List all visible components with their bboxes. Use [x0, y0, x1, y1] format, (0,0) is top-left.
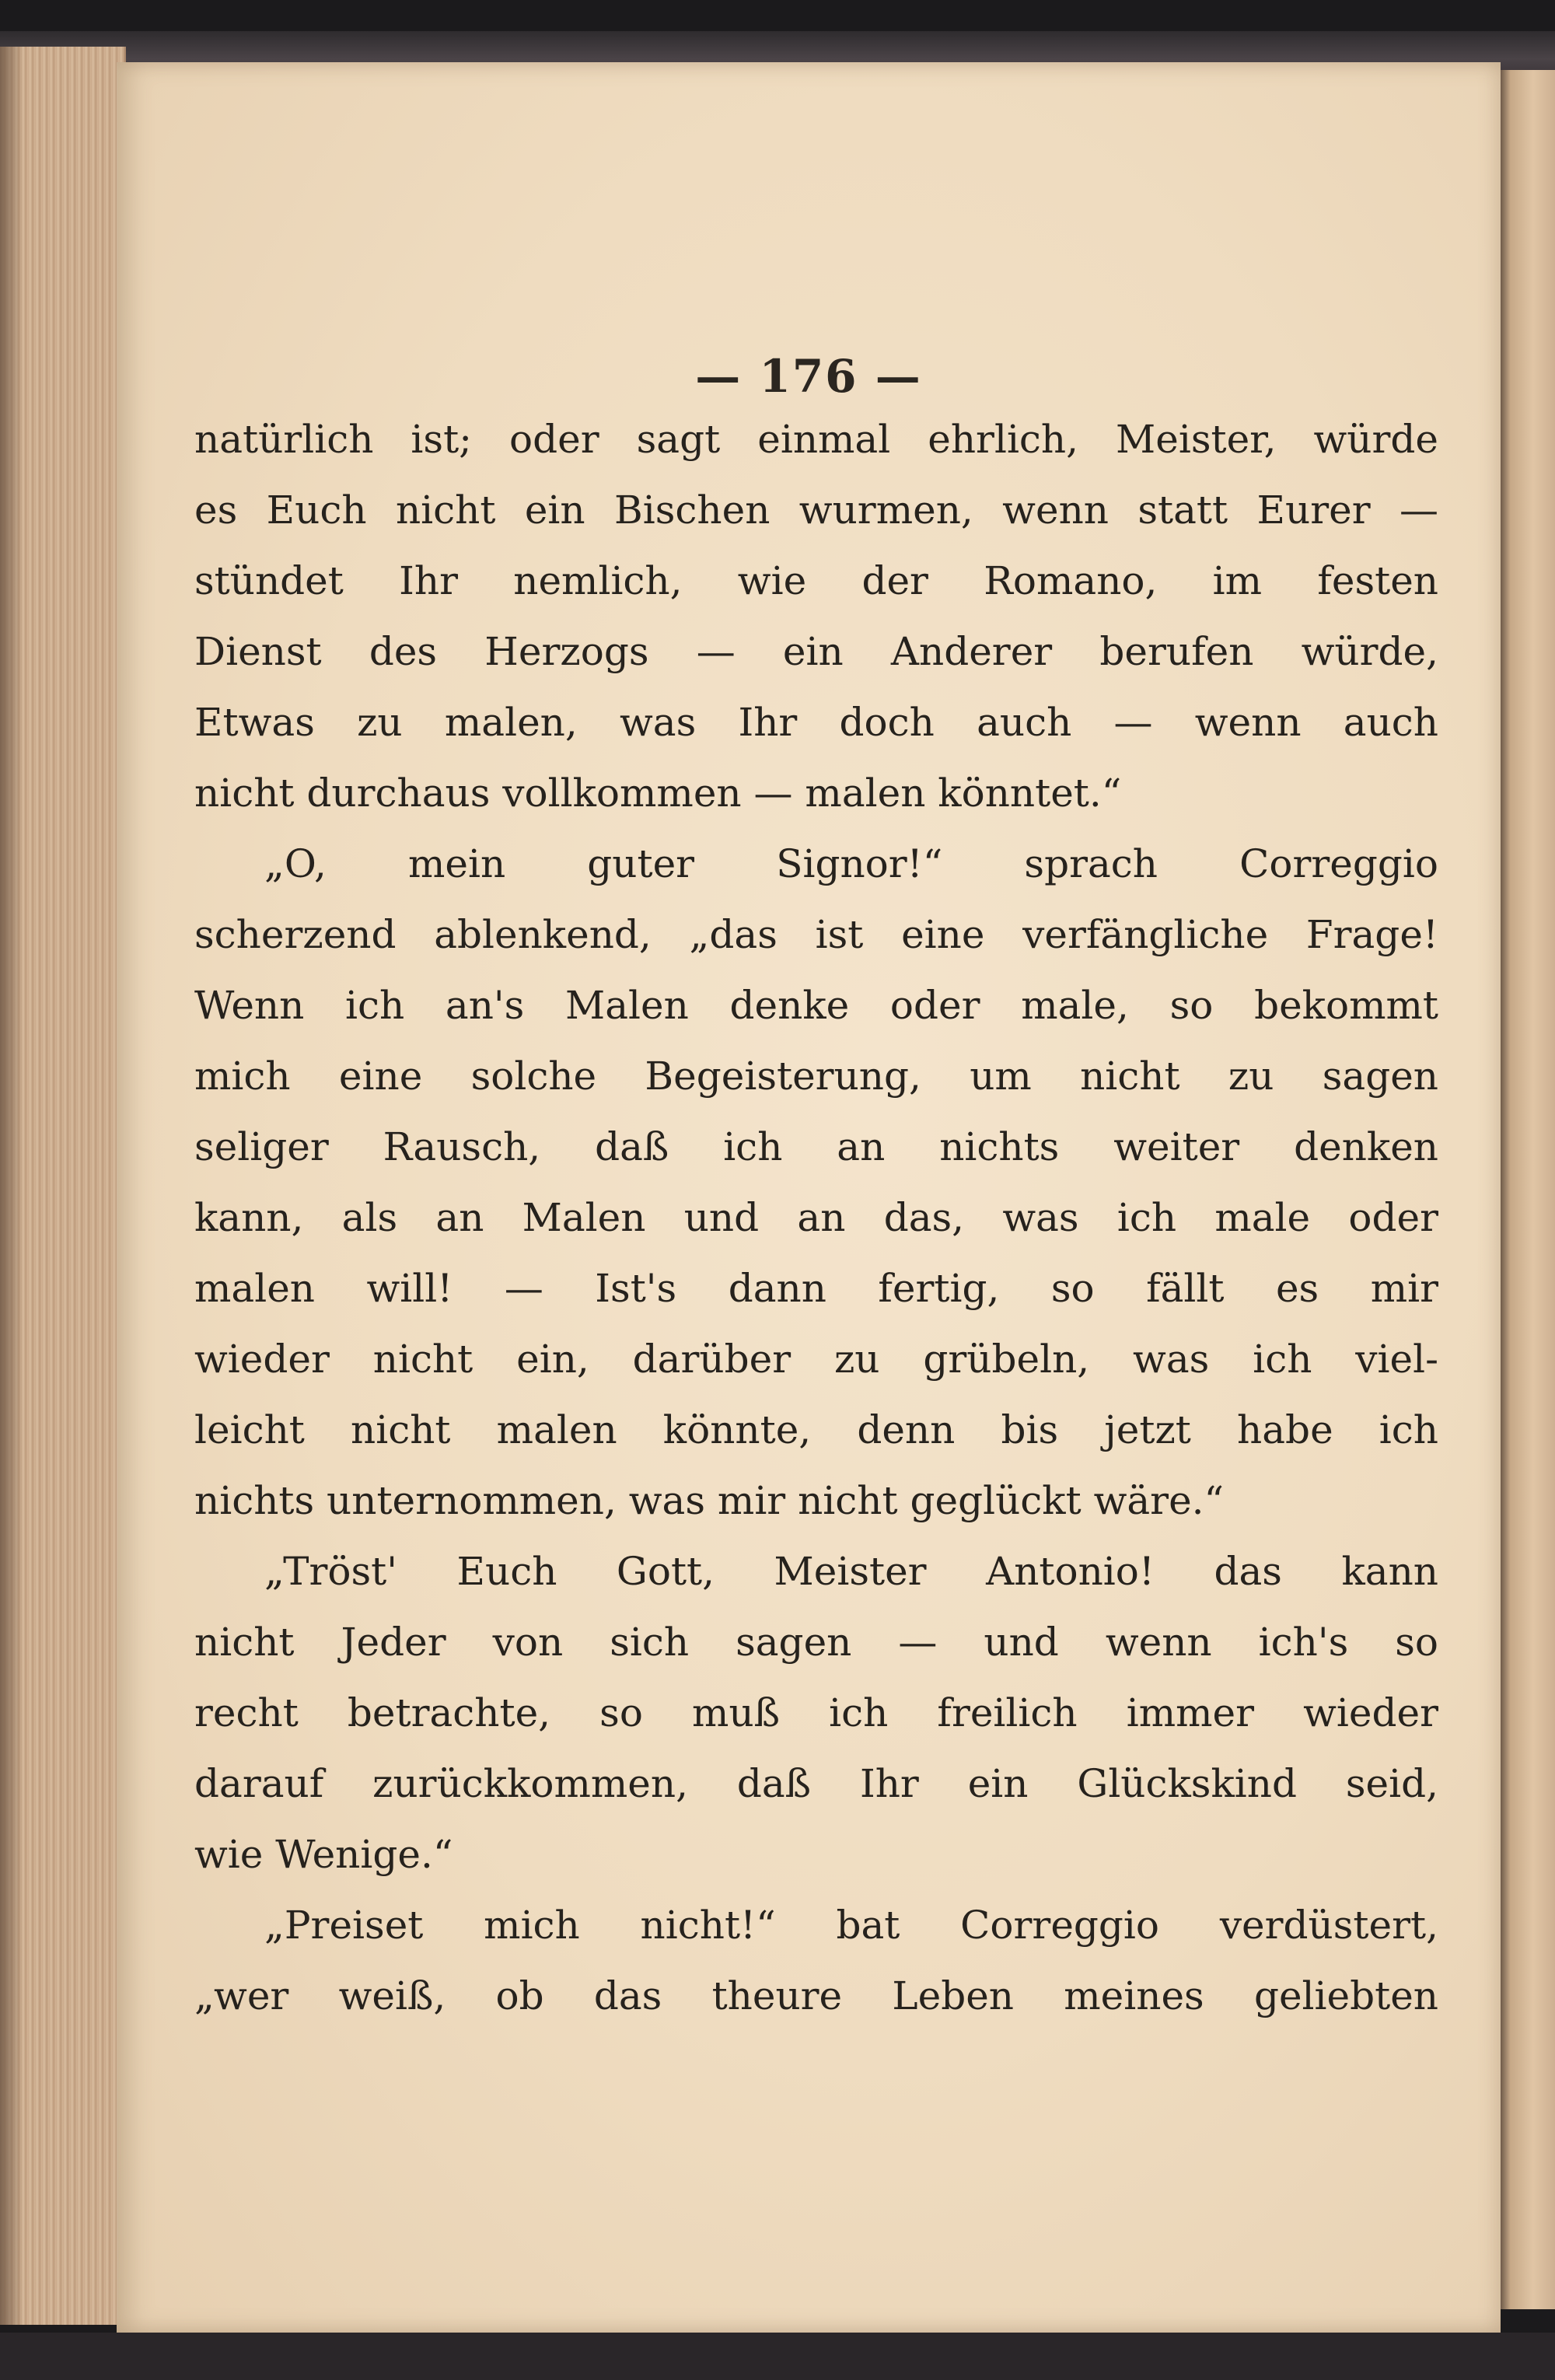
- text-line: Etwas zu malen, was Ihr doch auch — wenn auch: [194, 700, 1438, 745]
- text-line: „O, mein guter Signor!“ sprach Correggio: [264, 841, 1438, 886]
- text-line: wie Wenige.“: [194, 1832, 453, 1877]
- text-line: recht betrachte, so muß ich freilich immer wieder: [194, 1690, 1438, 1735]
- text-line: mich eine solche Begeisterung, um nicht zu sagen: [194, 1054, 1438, 1099]
- page-text: [194, 404, 1438, 2032]
- text-line: „wer weiß, ob das theure Leben meines geliebten: [194, 1973, 1438, 2018]
- page-number: — 176 —: [695, 350, 922, 403]
- text-line: malen will! — Ist's dann fertig, so fällt es mir: [194, 1266, 1438, 1311]
- text-line: seliger Rausch, daß ich an nichts weiter denken: [194, 1124, 1438, 1169]
- text-line: wieder nicht ein, darüber zu grübeln, was ich viel-: [194, 1337, 1438, 1382]
- text-line: Dienst des Herzogs — ein Anderer berufen würde,: [194, 629, 1438, 674]
- text-line: stündet Ihr nemlich, wie der Romano, im festen: [194, 558, 1438, 603]
- text-line: nicht Jeder von sich sagen — und wenn ich's so: [194, 1620, 1438, 1665]
- text-line: nichts unternommen, was mir nicht geglückt wäre.“: [194, 1478, 1225, 1523]
- text-line: darauf zurückkommen, daß Ihr ein Glückskind seid,: [194, 1761, 1438, 1806]
- text-line: leicht nicht malen könnte, denn bis jetzt habe ich: [194, 1407, 1438, 1452]
- text-line: Wenn ich an's Malen denke oder male, so bekommt: [194, 983, 1438, 1028]
- text-line: kann, als an Malen und an das, was ich male oder: [194, 1195, 1438, 1240]
- text-line: es Euch nicht ein Bischen wurmen, wenn statt Eurer —: [194, 488, 1438, 533]
- text-line: „Tröst' Euch Gott, Meister Antonio! das kann: [264, 1549, 1438, 1594]
- text-line: „Preiset mich nicht!“ bat Correggio verdüstert,: [264, 1903, 1438, 1948]
- page-stack-shadow: [0, 47, 23, 2325]
- text-line: nicht durchaus vollkommen — malen könntet.“: [194, 771, 1122, 816]
- text-line: scherzend ablenkend, „das ist eine verfängliche Frage!: [194, 912, 1438, 957]
- text-line: natürlich ist; oder sagt einmal ehrlich, Meister, würde: [194, 417, 1438, 462]
- background-bottom: [0, 2333, 1555, 2380]
- right-page-edge: [1501, 70, 1555, 2309]
